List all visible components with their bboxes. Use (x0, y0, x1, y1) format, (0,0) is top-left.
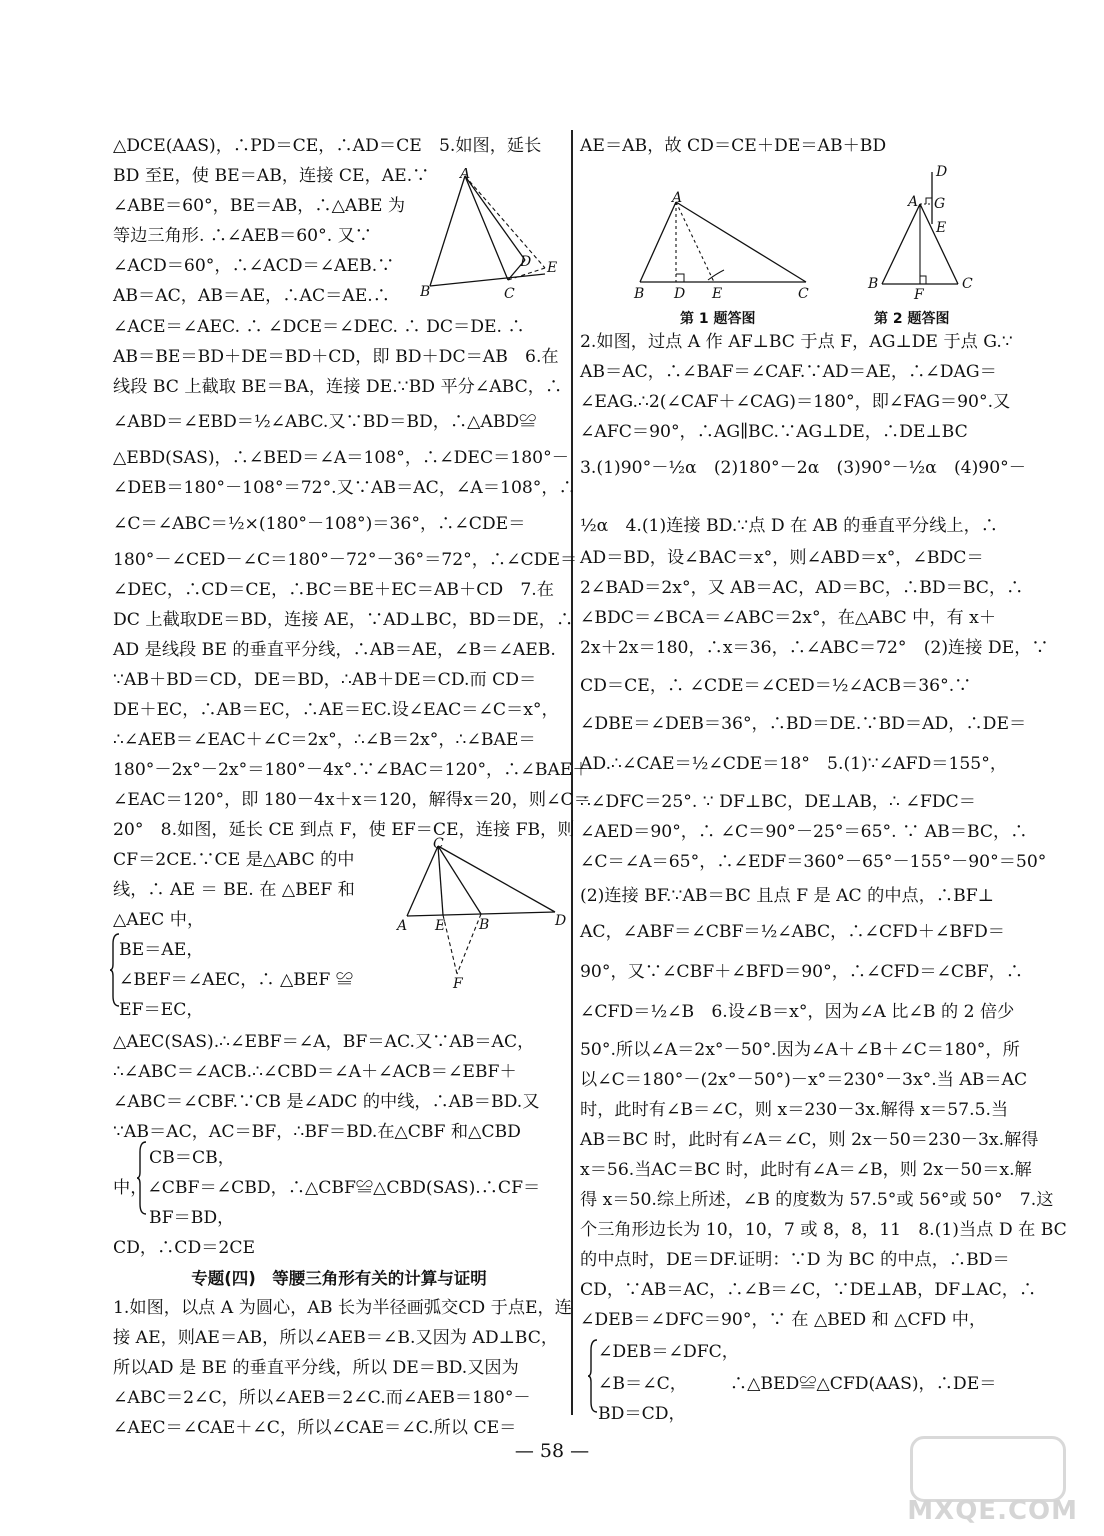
text-line: BD 至E，使 BE＝AB，连接 CE，AE.∵ (113, 166, 430, 186)
svg-text:A: A (672, 190, 683, 206)
text-line: ∠DEB＝∠DFC＝90°，∵ 在 △BED 和 △CFD 中， (580, 1310, 987, 1330)
svg-text:E: E (547, 260, 558, 276)
text-line: ∠CFD＝½∠B 6.设∠B＝x°，因为∠A 比∠B 的 2 倍少 (580, 1002, 1015, 1022)
text-line: AB＝AC，AB＝AE，∴AC＝AE.∴ (113, 286, 390, 306)
text-line: ∠ACE＝∠AEC. ∴ ∠DCE＝∠DEC. ∴ DC＝DE. ∴ (113, 317, 525, 337)
text-line: x＝56.当AC＝BC 时，此时有∠A＝∠B，则 2x－50＝x.解 (580, 1160, 1032, 1180)
text-line: ∴∠ABC＝∠ACB.∴∠CBD＝∠A＋∠ACB＝∠EBF＋ (113, 1062, 517, 1082)
figure-answer-2 (862, 162, 982, 302)
text-line: 时，此时有∠B＝∠C，则 x＝230－3x.解得 x＝57.5.当 (580, 1100, 1009, 1120)
text-line: (2)连接 BF.∵AB＝BC 且点 F 是 AC 的中点，∴BF⊥ (580, 886, 994, 906)
text-line: 线，∴ AE ＝ BE. 在 △BEF 和 (113, 880, 355, 900)
text-line: 2.如图，过点 A 作 AF⊥BC 于点 F，AG⊥DE 于点 G.∵ (580, 332, 1013, 352)
figure-answer-1 (630, 190, 820, 305)
text-line: CD，∴CD＝2CE (113, 1238, 256, 1258)
text-line: 以∠C＝180°－(2x°－50°)－x°＝230°－3x°.当 AB＝AC (580, 1070, 1028, 1090)
text-line: 所以AD 是 BE 的垂直平分线，所以 DE＝BD.又因为 (113, 1358, 519, 1378)
svg-text:C: C (433, 836, 444, 852)
text-line: ½α 4.(1)连接 BD.∵点 D 在 AB 的垂直平分线上，∴ (580, 516, 998, 536)
svg-text:B: B (868, 276, 879, 292)
text-line: CD，∵AB＝AC，∴∠B＝∠C，∵DE⊥AB，DF⊥AC，∴ (580, 1280, 1037, 1300)
page-number: — 58 — (514, 1440, 590, 1462)
text-line: ∠C＝∠ABC＝½×(180°－108°)＝36°，∴∠CDE＝ (113, 514, 526, 534)
text-line: ∠EAC＝120°，即 180－4x＋x＝120，解得x＝20，则∠C＝ (113, 790, 591, 810)
text-line: 180°－∠CED－∠C＝180°－72°－36°＝72°，∴∠CDE＝ (113, 550, 578, 570)
text-line: 的中点时，DE＝DF.证明：∵D 为 BC 的中点，∴BD＝ (580, 1250, 1010, 1270)
svg-text:B: B (479, 917, 490, 933)
text-line: ∴∠DFC＝25°. ∵ DF⊥BC，DE⊥AB，∴ ∠FDC＝ (580, 792, 976, 812)
text-line: 2x＋2x＝180，∴x＝36，∴∠ABC＝72° (2)连接 DE，∵ (580, 638, 1049, 658)
text-line: AB＝BE＝BD＋DE＝BD＋CD，即 BD＋DC＝AB 6.在 (113, 347, 559, 367)
svg-text:D: D (555, 913, 567, 929)
text-line: AB＝BC 时，此时有∠A＝∠C，则 2x－50＝230－3x.解得 (580, 1130, 1039, 1150)
svg-text:D: D (520, 254, 532, 270)
svg-text:E: E (435, 918, 446, 934)
text-line: ∴∠AEB＝∠EAC＋∠C＝2x°，∴∠B＝2x°，∴∠BAE＝ (113, 730, 536, 750)
text-line: ∠C＝∠A＝65°，∴∠EDF＝360°－65°－155°－90°＝50° (580, 852, 1047, 872)
text-line: ∠B＝∠C， ∴△BED≌△CFD(AAS)，∴DE＝ (598, 1374, 997, 1394)
text-line: ∠BDC＝∠BCA＝∠ABC＝2x°，在△ABC 中，有 x＋ (580, 608, 997, 628)
text-line: AE＝AB，故 CD＝CE＋DE＝AB＋BD (580, 136, 887, 156)
section-heading: 专题(四) 等腰三角形有关的计算与证明 (191, 1269, 487, 1288)
text-line: ∠AFC＝90°，∴AG∥BC.∵AG⊥DE，∴DE⊥BC (580, 422, 968, 442)
text-line: DC 上截取DE＝BD，连接 AE，∵AD⊥BC，BD＝DE，∴ (113, 610, 574, 630)
system-brace (110, 932, 120, 1008)
svg-text:G: G (934, 196, 946, 212)
text-line: BD＝CD， (598, 1404, 686, 1424)
text-line: ∠DEB＝180°－108°＝72°.又∵AB＝AC，∠A＝108°，∴ (113, 478, 576, 498)
svg-text:A: A (460, 168, 471, 182)
text-line: ∠EAG.∴2(∠CAF＋∠CAG)＝180°，即∠FAG＝90°.又 (580, 392, 1011, 412)
text-line: ∵AB＋BD＝CD，DE＝BD，∴AB＋DE＝CD.而 CD＝ (113, 670, 537, 690)
text-line: 2∠BAD＝2x°，又 AB＝AC，AD＝BC，∴BD＝BC，∴ (580, 578, 1024, 598)
text-line: ∠ABD＝∠EBD＝½∠ABC.又∵BD＝BD，∴△ABD≌ (113, 412, 537, 432)
text-line: AD＝BD，设∠BAC＝x°，则∠ABD＝x°，∠BDC＝ (580, 548, 984, 568)
svg-text:C: C (504, 286, 515, 302)
svg-text:D: D (936, 164, 948, 180)
text-line: AD.∴∠CAE＝½∠CDE＝18° 5.(1)∵∠AFD＝155°， (580, 754, 1008, 774)
text-line: △EBD(SAS)，∴∠BED＝∠A＝108°，∴∠DEC＝180°－ (113, 448, 569, 468)
text-line: ∠DBE＝∠DEB＝36°，∴BD＝DE.∵BD＝AD，∴DE＝ (580, 714, 1027, 734)
text-line: AD 是线段 BE 的垂直平分线，∴AB＝AE，∠B＝∠AEB. (113, 640, 556, 660)
figure-problem-5 (420, 168, 560, 303)
svg-text:E: E (936, 220, 947, 236)
text-line: AC，∠ABF＝∠CBF＝½∠ABC，∴∠CFD＋∠BFD＝ (580, 922, 1005, 942)
text-line: CB＝CB， (149, 1148, 235, 1168)
svg-text:A: A (397, 918, 408, 934)
text-line: 中，∠CBF＝∠CBD，∴△CBF≌△CBD(SAS).∴CF＝ (113, 1178, 541, 1198)
text-line: 20° 8.如图，延长 CE 到点 F，使 EF＝CE，连接 FB，则 (113, 820, 575, 840)
svg-text:D: D (674, 286, 686, 302)
figure-problem-8 (395, 836, 575, 996)
text-line: ∠AED＝90°，∴ ∠C＝90°－25°＝65°. ∵ AB＝BC，∴ (580, 822, 1028, 842)
text-line: ∵AB＝AC，AC＝BF，∴BF＝BD.在△CBF 和△CBD (113, 1122, 521, 1142)
text-line: CF＝2CE.∵CE 是△ABC 的中 (113, 850, 355, 870)
system-brace (137, 1140, 147, 1216)
text-line: 1.如图，以点 A 为圆心，AB 长为半径画弧交CD 于点E，连 (113, 1298, 572, 1318)
text-line: ∠ABC＝∠CBF.∵CB 是∠ADC 的中线，∴AB＝BD.又 (113, 1092, 540, 1112)
text-line: ∠BEF＝∠AEC，∴ △BEF ≌ (119, 970, 354, 990)
text-line: ∠ACD＝60°，∴∠ACD＝∠AEB.∵ (113, 256, 395, 276)
svg-text:C: C (798, 286, 809, 302)
figure-caption-2: 第 2 题答图 (874, 311, 950, 327)
svg-text:E: E (712, 286, 723, 302)
text-line: ∠ABE＝60°，BE＝AB，∴△ABE 为 (113, 196, 406, 216)
text-line: EF＝EC， (119, 1000, 204, 1020)
system-brace (588, 1338, 598, 1414)
text-line: 个三角形边长为 10，10，7 或 8，8，11 8.(1)当点 D 在 BC (580, 1220, 1067, 1240)
watermark-logo (906, 1436, 1086, 1528)
text-line: DE＋EC，∴AB＝EC，∴AE＝EC.设∠EAC＝∠C＝x°， (113, 700, 559, 720)
text-line: AB＝AC，∴∠BAF＝∠CAF.∵AD＝AE，∴∠DAG＝ (580, 362, 997, 382)
text-line: 得 x＝50.综上所述，∠B 的度数为 57.5°或 56°或 50° 7.这 (580, 1190, 1054, 1210)
figure-caption-1: 第 1 题答图 (680, 311, 756, 327)
text-line: △AEC 中， (113, 910, 205, 930)
text-line: 线段 BC 上截取 BE＝BA，连接 DE.∵BD 平分∠ABC，∴ (113, 377, 563, 397)
svg-text:B: B (420, 284, 431, 300)
text-line: 等边三角形. ∴∠AEB＝60°. 又∵ (113, 226, 372, 246)
text-line: BF＝BD， (149, 1208, 235, 1228)
text-line: ∠DEC，∴CD＝CE，∴BC＝BE＋EC＝AB＋CD 7.在 (113, 580, 554, 600)
text-line: 180°－2x°－2x°＝180°－4x°.∵∠BAC＝120°，∴∠BAE＋ (113, 760, 590, 780)
text-line: 3.(1)90°－½α (2)180°－2α (3)90°－½α (4)90°－ (580, 458, 1026, 478)
svg-text:C: C (962, 276, 973, 292)
svg-text:F: F (914, 287, 924, 302)
text-line: △DCE(AAS)，∴PD＝CE，∴AD＝CE 5.如图，延长 (113, 136, 542, 156)
svg-text:A: A (908, 194, 919, 210)
text-line: 90°，又∵∠CBF＋∠BFD＝90°，∴∠CFD＝∠CBF，∴ (580, 962, 1024, 982)
svg-text:B: B (634, 286, 645, 302)
text-line: ∠DEB＝∠DFC， (598, 1342, 739, 1362)
text-line: CD＝CE，∴ ∠CDE＝∠CED＝½∠ACB＝36°.∵ (580, 676, 972, 696)
text-line: 接 AE，则AE＝AB，所以∠AEB＝∠B.又因为 AD⊥BC， (113, 1328, 559, 1348)
text-line: △AEC(SAS).∴∠EBF＝∠A，BF＝AC.又∵AB＝AC， (113, 1032, 535, 1052)
text-line: ∠AEC＝∠CAE＋∠C，所以∠CAE＝∠C.所以 CE＝ (113, 1418, 517, 1438)
watermark-text: MXQE.COM (907, 1496, 1078, 1526)
text-line: ∠ABC＝2∠C，所以∠AEB＝2∠C.而∠AEB＝180°－ (113, 1388, 531, 1408)
text-line: 50°.所以∠A＝2x°－50°.因为∠A＋∠B＋∠C＝180°，所 (580, 1040, 1020, 1060)
svg-text:F: F (453, 976, 463, 992)
text-line: BE＝AE， (119, 940, 204, 960)
